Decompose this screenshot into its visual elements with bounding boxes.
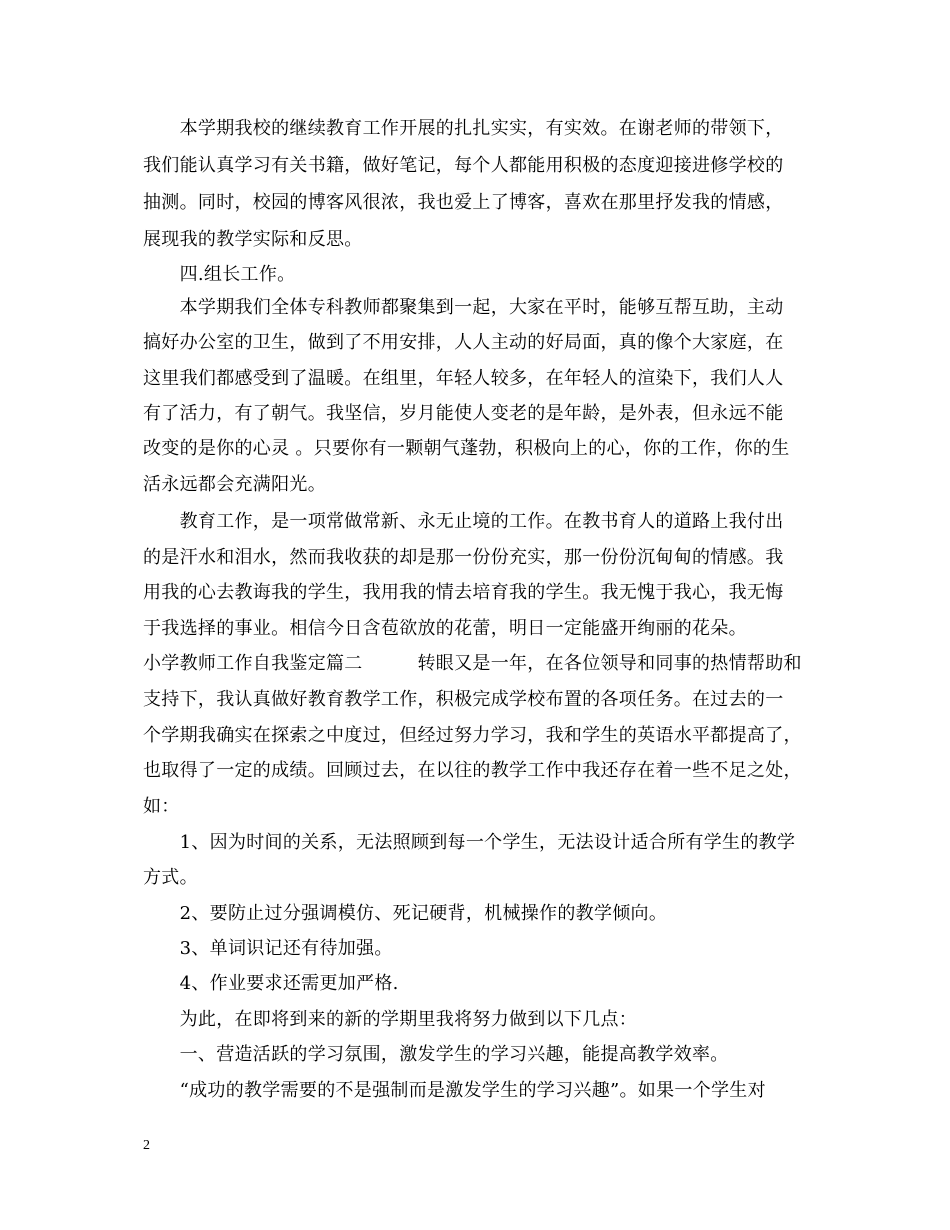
paragraph-line: 抽测。同时，校园的博客风很浓，我也爱上了博客，喜欢在那里抒发我的情感， [143, 192, 784, 213]
paragraph-line: 展现我的教学实际和反思。 [143, 229, 363, 250]
paragraph-line: 搞好办公室的卫生，做到了不用安排，人人主动的好局面，真的像个大家庭，在 [143, 332, 784, 353]
paragraph-line: 于我选择的事业。相信今日含苞欲放的花蕾，明日一定能盛开绚丽的花朵。 [143, 618, 747, 639]
paragraph-line: 为此，在即将到来的新的学期里我将努力做到以下几点： [143, 1009, 638, 1030]
paragraph-line: 本学期我们全体专科教师都聚集到一起，大家在平时，能够互帮互助，主动 [143, 297, 784, 318]
paragraph-line: 也取得了一定的成绩。回顾过去，在以往的教学工作中我还存在着一些不足之处， [143, 760, 802, 781]
paragraph-line: 如： [143, 796, 180, 817]
list-item: 1、因为时间的关系，无法照顾到每一个学生，无法设计适合所有学生的教学 [143, 832, 796, 853]
paragraph-line: 支持下，我认真做好教育教学工作，积极完成学校布置的各项任务。在过去的一 [143, 689, 784, 710]
list-item: 2、要防止过分强调模仿、死记硬背，机械操作的教学倾向。 [143, 903, 668, 924]
list-item: 4、作业要求还需更加严格. [143, 973, 399, 994]
paragraph-line: 有了活力，有了朝气。我坚信，岁月能使人变老的是年龄，是外表，但永远不能 [143, 403, 784, 424]
paragraph-line: 改变的是你的心灵 。只要你有一颗朝气蓬勃，积极向上的心，你的工作，你的生 [143, 438, 790, 459]
list-item: 3、单词识记还有待加强。 [143, 938, 393, 959]
paragraph-line: 本学期我校的继续教育工作开展的扎扎实实，有实效。在谢老师的带领下， [143, 118, 784, 139]
paragraph-line: 一、营造活跃的学习氛围，激发学生的学习兴趣，能提高教学效率。 [143, 1044, 729, 1065]
paragraph-line: 教育工作，是一项常做常新、永无止境的工作。在教书育人的道路上我付出 [143, 511, 784, 532]
paragraph-line: 个学期我确实在探索之中度过，但经过努力学习，我和学生的英语水平都提高了， [143, 725, 802, 746]
paragraph-line: “成功的教学需要的不是强制而是激发学生的学习兴趣”。如果一个学生对 [143, 1080, 766, 1101]
paragraph-line: 活永远都会充满阳光。 [143, 474, 326, 495]
page-number: 2 [143, 1138, 150, 1153]
paragraph-line: 小学教师工作自我鉴定篇二 转眼又是一年，在各位领导和同事的热情帮助和 [143, 653, 802, 674]
paragraph-line: 这里我们都感受到了温暖。在组里，年轻人较多，在年轻人的渲染下，我们人人 [143, 368, 784, 389]
paragraph-line: 用我的心去教诲我的学生，我用我的情去培育我的学生。我无愧于我心，我无悔 [143, 582, 784, 603]
list-item-continuation: 方式。 [143, 867, 198, 888]
paragraph-line: 我们能认真学习有关书籍，做好笔记，每个人都能用积极的态度迎接进修学校的 [143, 155, 784, 176]
section-heading: 四.组长工作。 [143, 264, 296, 285]
paragraph-line: 的是汗水和泪水，然而我收获的却是那一份份充实，那一份份沉甸甸的情感。我 [143, 547, 784, 568]
